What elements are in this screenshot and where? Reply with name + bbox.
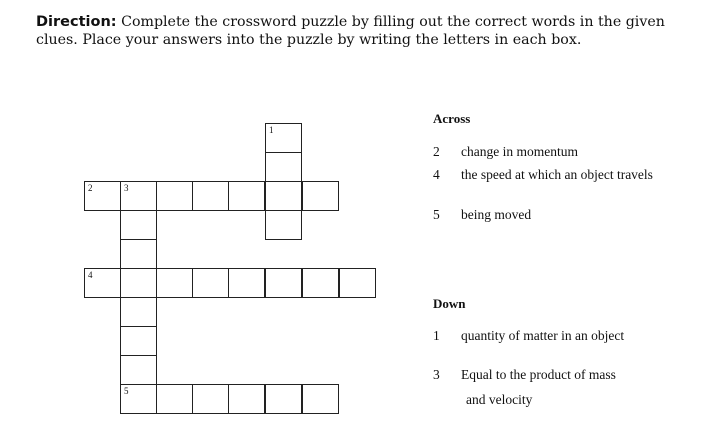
cell-number: 5 xyxy=(124,386,129,396)
crossword-cell[interactable] xyxy=(156,268,193,298)
crossword-cell[interactable] xyxy=(192,384,229,414)
crossword-cell[interactable] xyxy=(120,210,157,240)
crossword-cell[interactable] xyxy=(156,384,193,414)
crossword-cell[interactable] xyxy=(265,152,302,182)
crossword-cell[interactable] xyxy=(265,384,302,414)
crossword-cell[interactable] xyxy=(228,181,265,211)
instructions-text: Complete the crossword puzzle by filling out the correct words in the given clues. Place your answers into the puzzle by writing the letters in each box. xyxy=(36,14,665,48)
crossword-cell[interactable] xyxy=(339,268,376,298)
clue-text: quantity of matter in an object xyxy=(461,328,625,343)
crossword-cell[interactable] xyxy=(120,297,157,327)
crossword-cell[interactable] xyxy=(302,181,339,211)
crossword-cell[interactable] xyxy=(120,355,157,385)
clue-text: Equal to the product of mass xyxy=(461,367,616,382)
clue-text: change in momentum xyxy=(461,144,578,159)
clue-number: 5 xyxy=(433,207,440,222)
crossword-cell[interactable] xyxy=(302,268,339,298)
crossword-cell[interactable] xyxy=(265,181,302,211)
instructions-label: Direction: xyxy=(36,14,117,30)
crossword-cell[interactable] xyxy=(84,268,121,298)
crossword-cell[interactable] xyxy=(120,239,157,269)
clue-number: 4 xyxy=(433,167,440,182)
across-heading: Across xyxy=(433,111,471,126)
crossword-cell[interactable] xyxy=(156,181,193,211)
crossword-cell[interactable] xyxy=(84,181,121,211)
instructions xyxy=(36,14,696,49)
crossword-cell[interactable] xyxy=(265,268,302,298)
clue-number: 2 xyxy=(433,144,440,159)
clue-number: 1 xyxy=(433,328,440,343)
cell-number: 4 xyxy=(88,270,93,280)
crossword-cell[interactable] xyxy=(228,268,265,298)
clue-number: 3 xyxy=(433,367,440,382)
cell-number: 3 xyxy=(124,183,129,193)
crossword-cell[interactable] xyxy=(192,268,229,298)
crossword-cell[interactable] xyxy=(192,181,229,211)
down-heading: Down xyxy=(433,296,466,311)
clue-text: the speed at which an object travels xyxy=(461,167,653,182)
crossword-cell[interactable] xyxy=(302,384,339,414)
crossword-cell[interactable] xyxy=(120,384,157,414)
crossword-cell[interactable] xyxy=(228,384,265,414)
cell-number: 2 xyxy=(88,183,93,193)
crossword-cell[interactable] xyxy=(120,326,157,356)
crossword-cell[interactable] xyxy=(265,123,302,153)
crossword-cell[interactable] xyxy=(265,210,302,240)
clue-text: being moved xyxy=(461,207,532,222)
clue-text: and velocity xyxy=(466,392,533,407)
cell-number: 1 xyxy=(269,125,274,135)
crossword-cell[interactable] xyxy=(120,181,157,211)
crossword-cell[interactable] xyxy=(120,268,157,298)
